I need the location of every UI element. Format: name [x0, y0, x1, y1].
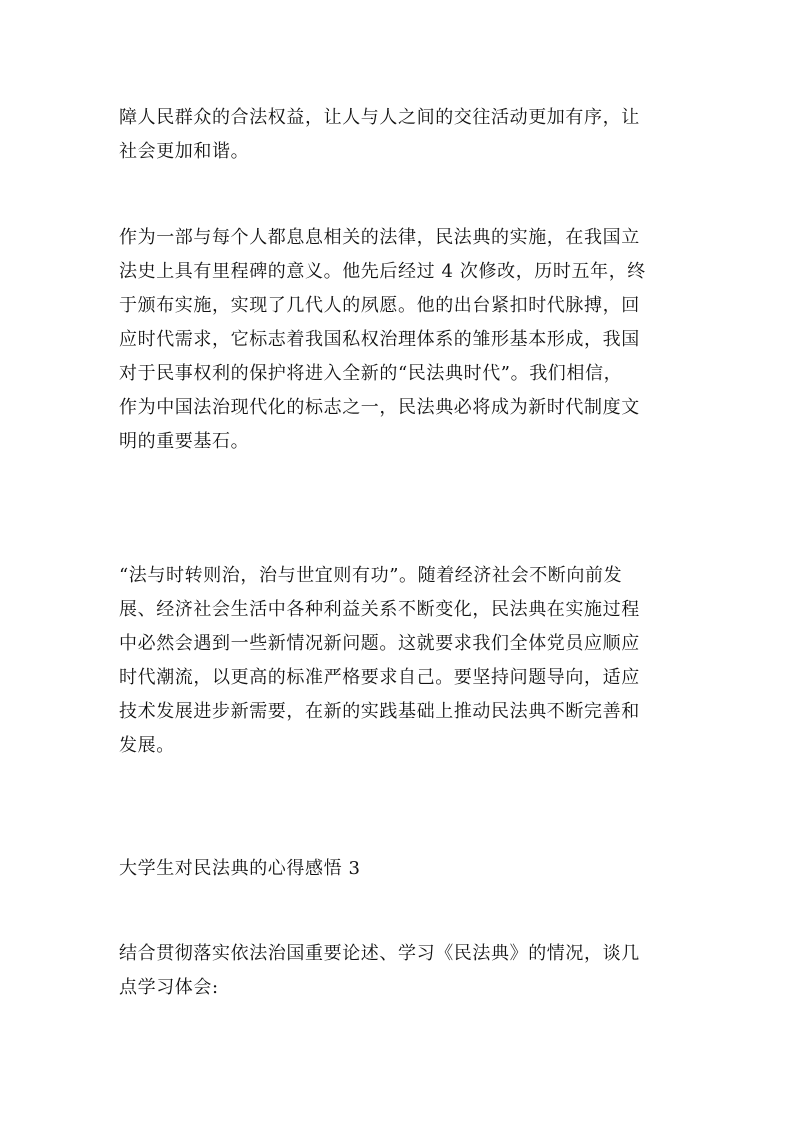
- paragraph-line: 展、经济社会生活中各种利益关系不断变化，民法典在实施过程: [119, 599, 640, 620]
- paragraph-2: [119, 221, 679, 459]
- paragraph-line: 明的重要基石。: [119, 431, 250, 452]
- paragraph-3: [119, 559, 679, 763]
- paragraph-line: 发展。: [119, 735, 175, 756]
- paragraph-line: 障人民群众的合法权益，让人与人之间的交往活动更加有序，让: [119, 107, 640, 128]
- paragraph-line: 社会更加和谐。: [119, 141, 250, 162]
- paragraph-line: 点学习体会:: [119, 977, 219, 998]
- paragraph-line: 中必然会遇到一些新情况新问题。这就要求我们全体党员应顺应: [119, 633, 640, 654]
- paragraph-4: [119, 937, 679, 1005]
- paragraph-line: 作为一部与每个人都息息相关的法律，民法典的实施，在我国立: [119, 227, 640, 248]
- paragraph-line: 于颁布实施，实现了几代人的夙愿。他的出台紧扣时代脉搏，回: [119, 295, 640, 316]
- section-heading: 大学生对民法典的心得感悟 3: [119, 858, 361, 879]
- paragraph-line: 作为中国法治现代化的标志之一，民法典必将成为新时代制度文: [119, 397, 640, 418]
- paragraph-line: 技术发展进步新需要，在新的实践基础上推动民法典不断完善和: [119, 701, 640, 722]
- paragraph-line: 对于民事权利的保护将进入全新的“民法典时代”。我们相信，: [119, 363, 623, 384]
- paragraph-line: 结合贯彻落实依法治国重要论述、学习《民法典》的情况，谈几: [119, 943, 640, 964]
- paragraph-line: 法史上具有里程碑的意义。他先后经过 4 次修改，历时五年，终: [119, 261, 646, 282]
- paragraph-1: [119, 101, 679, 169]
- paragraph-line: 时代潮流，以更高的标准严格要求自己。要坚持问题导向，适应: [119, 667, 640, 688]
- paragraph-line: 应时代需求，它标志着我国私权治理体系的雏形基本形成，我国: [119, 329, 640, 350]
- paragraph-line: “法与时转则治，治与世宜则有功”。随着经济社会不断向前发: [119, 565, 623, 586]
